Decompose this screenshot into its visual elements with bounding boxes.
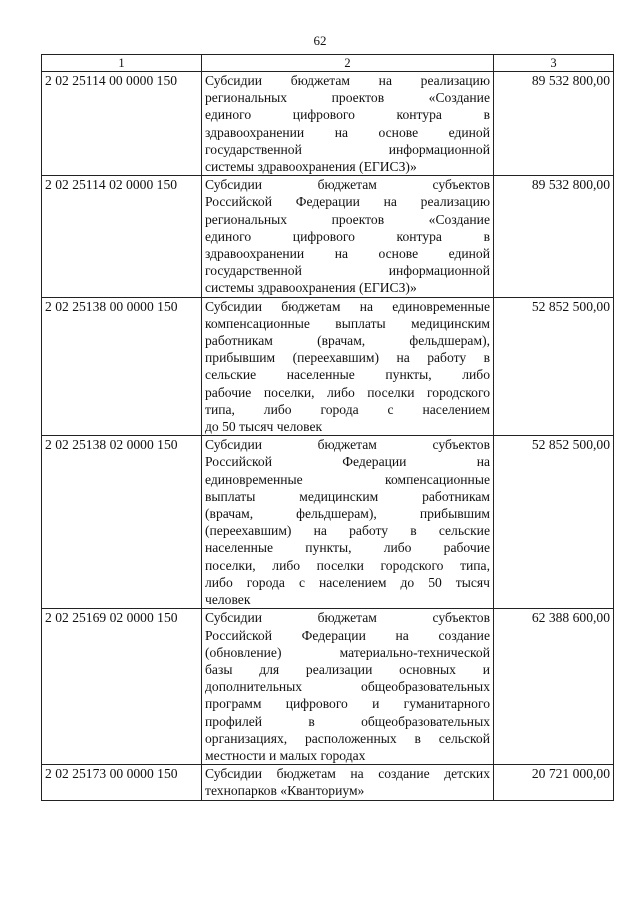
column-header-1: 1 — [42, 55, 202, 72]
description-line: единовременные компенсационные — [205, 471, 490, 487]
table-row — [42, 609, 614, 765]
description-line: единого цифрового контура в — [205, 228, 490, 244]
description-line: поселки, либо поселки городского типа, — [205, 557, 490, 573]
description-cell — [202, 436, 494, 609]
table-row — [42, 765, 614, 800]
amount-cell: 20 721 000,00 — [494, 765, 614, 800]
description-line: работникам (врачам, фельдшерам), — [205, 333, 490, 349]
description-line: (обновление) материально-технической — [205, 644, 490, 660]
description-line: системы здравоохранения (ЕГИСЗ)» — [205, 280, 417, 296]
description-line: Субсидии бюджетам субъектов — [205, 437, 490, 453]
table-row — [42, 436, 614, 609]
page-number: 62 — [313, 33, 327, 48]
amount-cell: 62 388 600,00 — [494, 609, 614, 765]
description-line: здравоохранении на основе единой — [205, 246, 490, 262]
description-line: компенсационные выплаты медицинским — [205, 315, 490, 331]
amount-cell: 52 852 500,00 — [494, 436, 614, 609]
description-line: государственной информационной — [205, 141, 490, 157]
budget-code-cell: 2 02 25114 00 0000 150 — [42, 72, 202, 176]
description-line: Субсидии бюджетам субъектов — [205, 610, 490, 626]
description-line: базы для реализации основных и — [205, 661, 490, 677]
description-line: Субсидии бюджетам субъектов — [205, 177, 490, 193]
description-line: человек — [205, 592, 251, 608]
table-row — [42, 297, 614, 436]
table-row — [42, 176, 614, 297]
description-line: Российской Федерации на создание — [205, 627, 490, 643]
description-line: либо города с населением до 50 тысяч — [205, 574, 490, 590]
description-line: прибывшим (переехавшим) на работу в — [205, 350, 490, 366]
description-line: выплаты медицинским работникам — [205, 488, 490, 504]
budget-table — [41, 54, 614, 801]
description-line: местности и малых городах — [205, 747, 366, 763]
description-line: рабочие поселки, либо поселки городского — [205, 384, 490, 400]
description-line: (переехавшим) на работу в сельские — [205, 523, 490, 539]
description-line: организациях, расположенных в сельской — [205, 730, 490, 746]
description-line: Субсидии бюджетам на единовременные — [205, 298, 490, 314]
description-line: Субсидии бюджетам на создание детских — [205, 766, 490, 782]
description-line: единого цифрового контура в — [205, 107, 490, 123]
budget-code-cell: 2 02 25138 00 0000 150 — [42, 297, 202, 436]
description-cell — [202, 72, 494, 176]
description-line: здравоохранении на основе единой — [205, 124, 490, 140]
description-line: (врачам, фельдшерам), прибывшим — [205, 506, 490, 522]
description-line: Российской Федерации на реализацию — [205, 194, 490, 210]
table-header-row — [42, 55, 614, 72]
budget-code-cell: 2 02 25138 02 0000 150 — [42, 436, 202, 609]
description-line: технопарков «Кванториум» — [205, 783, 365, 799]
amount-cell: 89 532 800,00 — [494, 176, 614, 297]
description-line: программ цифрового и гуманитарного — [205, 696, 490, 712]
description-line: профилей в общеобразовательных — [205, 713, 490, 729]
description-line: дополнительных общеобразовательных — [205, 679, 490, 695]
table-row — [42, 72, 614, 176]
amount-cell: 52 852 500,00 — [494, 297, 614, 436]
description-cell — [202, 609, 494, 765]
description-cell — [202, 176, 494, 297]
description-cell — [202, 765, 494, 800]
description-line: сельские населенные пункты, либо — [205, 367, 490, 383]
description-line: Российской Федерации на — [205, 454, 490, 470]
description-line: типа, либо города с населением — [205, 401, 490, 417]
column-header-2: 2 — [202, 55, 494, 72]
budget-code-cell: 2 02 25169 02 0000 150 — [42, 609, 202, 765]
budget-code-cell: 2 02 25173 00 0000 150 — [42, 765, 202, 800]
description-cell — [202, 297, 494, 436]
description-line: до 50 тысяч человек — [205, 419, 323, 435]
description-line: государственной информационной — [205, 263, 490, 279]
description-line: населенные пункты, либо рабочие — [205, 540, 490, 556]
budget-code-cell: 2 02 25114 02 0000 150 — [42, 176, 202, 297]
description-line: Субсидии бюджетам на реализацию — [205, 73, 490, 88]
amount-cell: 89 532 800,00 — [494, 72, 614, 176]
column-header-3: 3 — [494, 55, 614, 72]
description-line: региональных проектов «Создание — [205, 90, 490, 106]
description-line: региональных проектов «Создание — [205, 211, 490, 227]
description-line: системы здравоохранения (ЕГИСЗ)» — [205, 159, 417, 175]
